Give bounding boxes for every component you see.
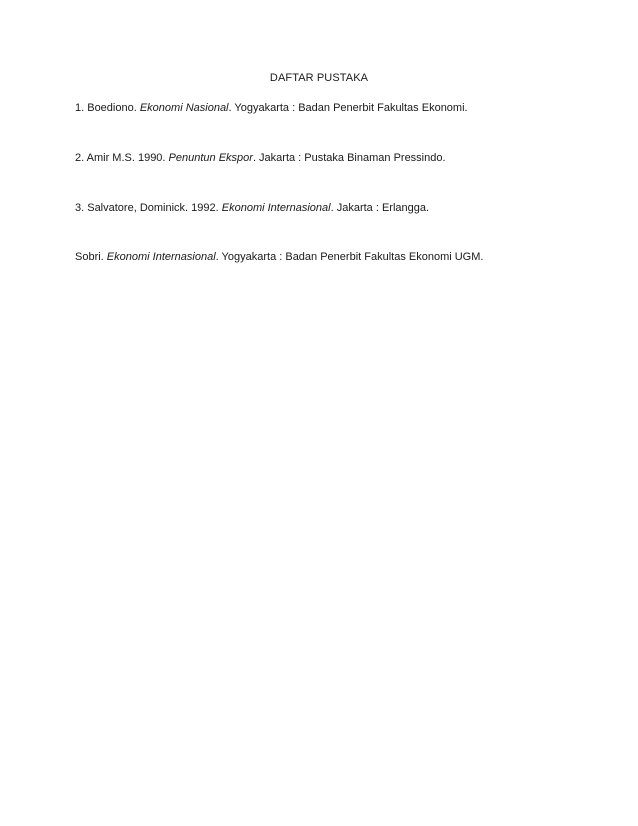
reference-suffix: . Jakarta : Erlangga.	[330, 202, 430, 214]
reference-prefix: 2. Amir M.S. 1990.	[75, 152, 169, 164]
reference-suffix: . Jakarta : Pustaka Binaman Pressindo.	[252, 152, 446, 164]
reference-item	[75, 250, 615, 264]
reference-item	[75, 101, 615, 115]
reference-prefix: 1. Boediono.	[75, 102, 140, 114]
reference-book-title: Ekonomi Internasional	[106, 251, 216, 263]
reference-suffix: . Yogyakarta : Badan Penerbit Fakultas Ekonomi.	[228, 102, 468, 114]
reference-item	[75, 151, 615, 165]
reference-book-title: Ekonomi Nasional	[139, 102, 229, 114]
reference-item	[75, 201, 615, 215]
reference-book-title: Ekonomi Internasional	[221, 202, 331, 214]
reference-prefix: Sobri.	[75, 251, 107, 263]
reference-prefix: 3. Salvatore, Dominick. 1992.	[75, 202, 222, 214]
page-title: DAFTAR PUSTAKA	[269, 72, 369, 84]
reference-suffix: . Yogyakarta : Badan Penerbit Fakultas Ekonomi UGM.	[215, 251, 484, 263]
reference-book-title: Penuntun Ekspor	[168, 152, 253, 164]
